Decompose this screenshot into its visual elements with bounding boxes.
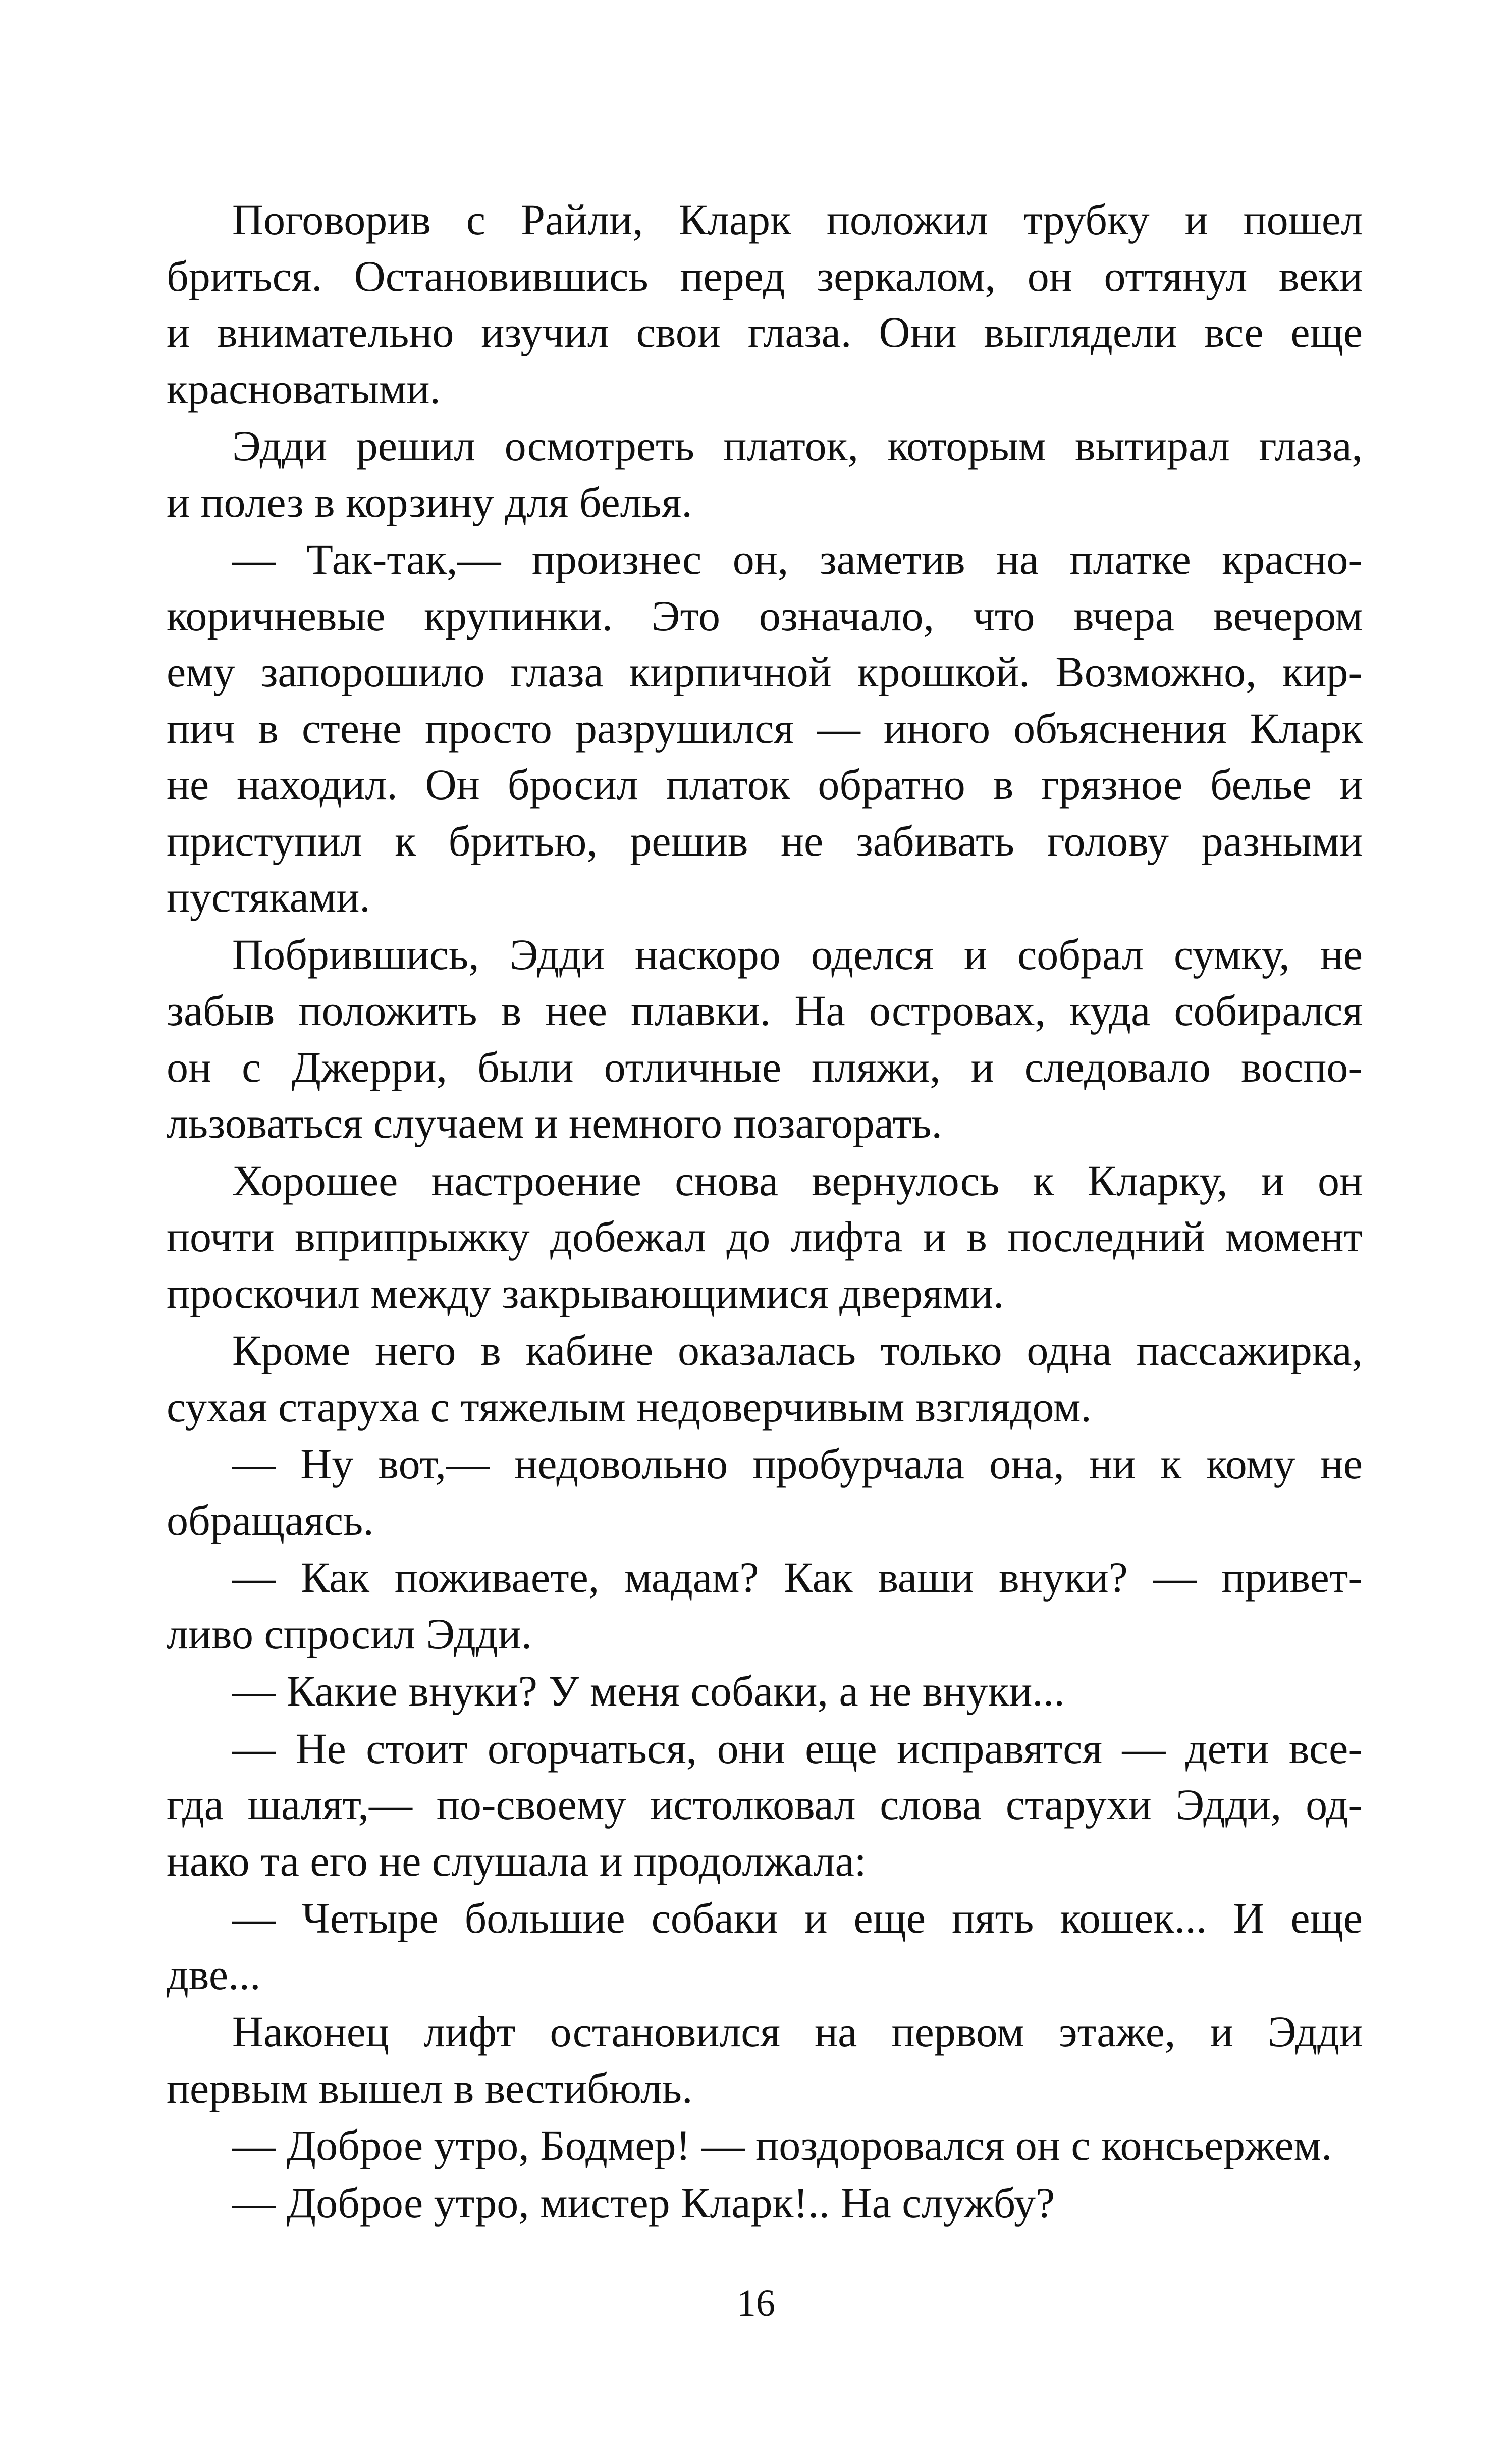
paragraph	[167, 418, 1363, 530]
paragraph	[167, 192, 1363, 417]
text-line: пич в стене просто разрушился — иного объяснения Кларк	[167, 704, 1363, 753]
text-line: Эдди решил осмотреть платок, которым вытирал глаза,	[232, 421, 1363, 470]
text-line: ливо спросил Эдди.	[167, 1609, 532, 1658]
text-line: красноватыми.	[167, 364, 441, 413]
text-line: — Доброе утро, мистер Кларк!.. На службу?	[232, 2178, 1055, 2227]
text-line: Побрившись, Эдди наскоро оделся и собрал сумку, не	[232, 930, 1363, 979]
text-line: — Так-так,— произнес он, заметив на платке красно-	[232, 535, 1363, 583]
text-line: Наконец лифт остановился на первом этаже, и Эдди	[232, 2007, 1363, 2056]
paragraph	[167, 1436, 1363, 1549]
text-line: забыв положить в нее плавки. На островах, куда собирался	[167, 986, 1363, 1035]
paragraph	[167, 1153, 1363, 1322]
text-line: — Не стоит огорчаться, они еще исправятся — дети все-	[232, 1724, 1363, 1773]
text-line: Поговорив с Райли, Кларк положил трубку и пошел	[232, 195, 1363, 244]
text-line: первым вышел в вестибюль.	[167, 2063, 693, 2112]
paragraph	[167, 1322, 1363, 1435]
text-line: он с Джерри, были отличные пляжи, и следовало воспо-	[167, 1042, 1363, 1091]
text-line: льзоваться случаем и немного позагорать.	[167, 1099, 942, 1147]
text-line: Кроме него в кабине оказалась только одна пассажирка,	[232, 1326, 1363, 1374]
text-line: Хорошее настроение снова вернулось к Кларку, и он	[232, 1156, 1363, 1205]
text-line: — Какие внуки? У меня собаки, а не внуки...	[232, 1667, 1065, 1715]
text-line: бриться. Остановившись перед зеркалом, он оттянул веки	[167, 251, 1363, 300]
text-line: и полез в корзину для белья.	[167, 477, 692, 526]
paragraph	[167, 927, 1363, 1152]
text-line: — Доброе утро, Бодмер! — поздоровался он с консьержем.	[232, 2121, 1332, 2169]
text-line: нако та его не слушала и продолжала:	[167, 1836, 867, 1885]
page-body	[167, 192, 1363, 2232]
paragraph	[167, 2004, 1363, 2116]
text-line: — Ну вот,— недовольно пробурчала она, ни к кому не	[232, 1440, 1363, 1488]
paragraph	[167, 2117, 1363, 2174]
text-line: — Как поживаете, мадам? Как ваши внуки? — привет-	[232, 1553, 1363, 1602]
text-line: сухая старуха с тяжелым недоверчивым взглядом.	[167, 1382, 1092, 1431]
page-number: 16	[737, 2282, 775, 2324]
text-line: ему запорошило глаза кирпичной крошкой. Возможно, кир-	[167, 648, 1363, 696]
text-line: и внимательно изучил свои глаза. Они выглядели все еще	[167, 308, 1363, 356]
text-line: проскочил между закрывающимися дверями.	[167, 1268, 1004, 1317]
text-line: гда шалят,— по-своему истолковал слова старухи Эдди, од-	[167, 1780, 1363, 1829]
text-line: почти вприпрыжку добежал до лифта и в последний момент	[167, 1212, 1363, 1261]
text-line: не находил. Он бросил платок обратно в грязное белье и	[167, 760, 1363, 809]
paragraph	[167, 531, 1363, 926]
text-line: — Четыре большие собаки и еще пять кошек... И еще	[232, 1894, 1363, 1942]
paragraph	[167, 1550, 1363, 1662]
text-line: пустяками.	[167, 873, 370, 921]
paragraph	[167, 1890, 1363, 2003]
paragraph	[167, 1721, 1363, 1890]
text-line: обращаясь.	[167, 1496, 374, 1544]
text-line: две...	[167, 1950, 261, 1999]
paragraph	[167, 1663, 1363, 1720]
text-line: коричневые крупинки. Это означало, что вчера вечером	[167, 591, 1363, 640]
text-line: приступил к бритью, решив не забивать голову разными	[167, 816, 1363, 865]
paragraph	[167, 2175, 1363, 2231]
